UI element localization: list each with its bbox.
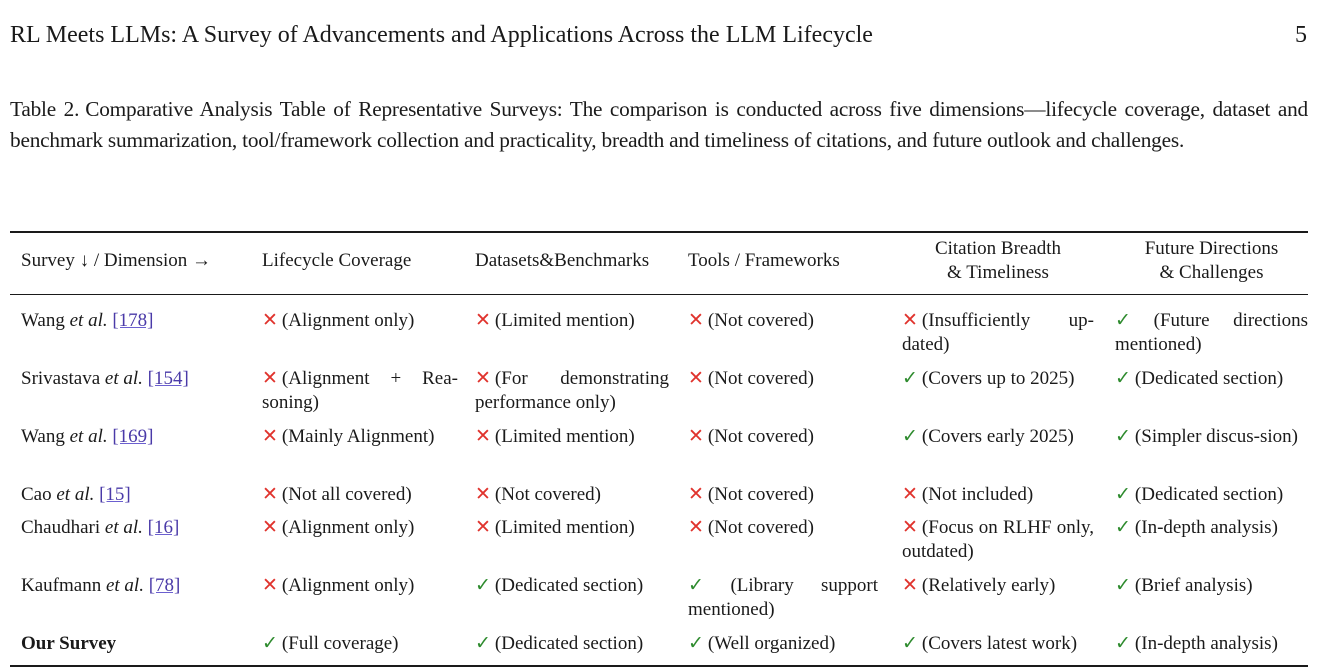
cross-icon: ✕ — [262, 575, 278, 596]
datasets-cell — [475, 574, 669, 598]
cell-text: (Not covered) — [707, 368, 814, 389]
cell-text: (Not covered) — [707, 484, 814, 505]
check-icon: ✓ — [1115, 426, 1131, 447]
check-icon: ✓ — [1115, 484, 1131, 505]
check-icon: ✓ — [688, 575, 727, 596]
table-top-rule — [10, 231, 1308, 233]
cross-icon: ✕ — [262, 368, 278, 389]
citation-link[interactable]: [169] — [112, 426, 154, 447]
cross-icon: ✕ — [262, 484, 278, 505]
cell-text: (Insufficiently up-dated) — [902, 310, 1094, 355]
datasets-cell — [475, 516, 669, 540]
citation-cell — [902, 632, 1094, 656]
survey-name-cell — [21, 574, 256, 598]
cell-text: (Not covered) — [707, 517, 814, 538]
check-icon: ✓ — [902, 633, 918, 654]
cell-text: (For demonstrating performance only) — [475, 368, 669, 413]
cell-text: (Future directions mentioned) — [1115, 310, 1308, 355]
future-cell — [1115, 367, 1308, 391]
table-caption — [10, 94, 1308, 156]
column-header-datasets: Datasets&Benchmarks — [475, 250, 650, 271]
survey-etal: et al. — [104, 517, 143, 538]
cell-text: (Limited mention) — [494, 517, 635, 538]
check-icon: ✓ — [262, 633, 278, 654]
cross-icon: ✕ — [475, 426, 491, 447]
cross-icon: ✕ — [688, 484, 704, 505]
cell-text: (Alignment + Rea-soning) — [262, 368, 458, 413]
cell-text: (Limited mention) — [494, 310, 635, 331]
cell-text: (Relatively early) — [921, 575, 1056, 596]
citation-link[interactable]: [16] — [147, 517, 180, 538]
cell-text: (Brief analysis) — [1134, 575, 1253, 596]
cross-icon: ✕ — [688, 426, 704, 447]
page-number: 5 — [1295, 22, 1307, 48]
tools-cell — [688, 425, 878, 449]
future-cell — [1115, 425, 1308, 449]
datasets-cell — [475, 425, 669, 449]
cell-text: (Not included) — [921, 484, 1034, 505]
caption-text: Comparative Analysis Table of Representative Surveys: The comparison is conducted across five dimensions—lifecycle coverage, dataset and benchmark summarization, tool/framework collection and practicality, breadth and timeliness of citations, and future outlook and challenges. — [10, 97, 1308, 152]
lifecycle-cell — [262, 425, 458, 449]
cell-text: (Dedicated section) — [494, 575, 644, 596]
citation-link[interactable]: [154] — [147, 368, 189, 389]
tools-cell — [688, 574, 878, 622]
citation-cell — [902, 367, 1094, 391]
survey-etal: et al. — [104, 368, 143, 389]
lifecycle-cell — [262, 632, 458, 656]
citation-cell — [902, 425, 1094, 449]
citation-cell — [902, 483, 1094, 507]
cross-icon: ✕ — [902, 517, 918, 538]
column-header-survey: Survey ↓ / Dimension → — [21, 250, 211, 271]
cell-text: (Well organized) — [707, 633, 836, 654]
survey-etal: et al. — [56, 484, 95, 505]
column-header-future-line2: & Challenges — [1159, 262, 1264, 283]
cross-icon: ✕ — [475, 484, 491, 505]
check-icon: ✓ — [688, 633, 704, 654]
survey-author: Wang — [21, 426, 65, 447]
tools-cell — [688, 632, 878, 656]
datasets-cell — [475, 309, 669, 333]
citation-cell — [902, 574, 1094, 598]
check-icon: ✓ — [475, 575, 491, 596]
column-header-citation — [902, 237, 1094, 285]
column-header-citation-line1: Citation Breadth — [934, 238, 1062, 259]
cell-text: (Mainly Alignment) — [281, 426, 435, 447]
future-cell — [1115, 632, 1308, 656]
cell-text: (Not covered) — [707, 426, 814, 447]
cell-text: (Limited mention) — [494, 426, 635, 447]
cell-text: (Covers early 2025) — [921, 426, 1074, 447]
cross-icon: ✕ — [688, 517, 704, 538]
column-header-citation-line2: & Timeliness — [947, 262, 1049, 283]
check-icon: ✓ — [1115, 633, 1131, 654]
check-icon: ✓ — [1115, 517, 1131, 538]
datasets-cell — [475, 483, 669, 507]
future-cell — [1115, 574, 1308, 598]
tools-cell — [688, 516, 878, 540]
survey-name-cell — [21, 309, 256, 333]
cross-icon: ✕ — [475, 310, 491, 331]
column-header-future-line1: Future Directions — [1144, 238, 1279, 259]
survey-name-cell — [21, 483, 256, 507]
tools-cell — [688, 483, 878, 507]
cross-icon: ✕ — [902, 310, 918, 331]
survey-name-cell — [21, 632, 256, 656]
cross-icon: ✕ — [902, 575, 918, 596]
cell-text: (Covers up to 2025) — [921, 368, 1075, 389]
citation-cell — [902, 516, 1094, 564]
lifecycle-cell — [262, 309, 458, 333]
column-header-lifecycle: Lifecycle Coverage — [262, 250, 412, 271]
cell-text: (Alignment only) — [281, 310, 415, 331]
cell-text: (Alignment only) — [281, 575, 415, 596]
survey-name-cell — [21, 516, 256, 540]
survey-author: Wang — [21, 310, 65, 331]
cross-icon: ✕ — [688, 310, 704, 331]
cell-text: (Dedicated section) — [1134, 368, 1284, 389]
cell-text: (In-depth analysis) — [1134, 633, 1278, 654]
comparison-table — [10, 231, 1308, 668]
cell-text: (Focus on RLHF only, outdated) — [902, 517, 1094, 562]
survey-name-cell — [21, 425, 256, 449]
table-header-rule — [10, 294, 1308, 295]
lifecycle-cell — [262, 367, 458, 415]
cross-icon: ✕ — [475, 517, 491, 538]
cell-text: (Library support mentioned) — [688, 575, 878, 620]
survey-author: Kaufmann — [21, 575, 102, 596]
cell-text: (Not covered) — [494, 484, 601, 505]
survey-name-cell — [21, 367, 256, 391]
cross-icon: ✕ — [262, 310, 278, 331]
survey-author: Cao — [21, 484, 52, 505]
cell-text: (Not all covered) — [281, 484, 412, 505]
citation-cell — [902, 309, 1094, 357]
future-cell — [1115, 309, 1308, 357]
cell-text: (Covers latest work) — [921, 633, 1078, 654]
cross-icon: ✕ — [262, 517, 278, 538]
running-title: RL Meets LLMs: A Survey of Advancements and Applications Across the LLM Lifecycle — [10, 22, 873, 48]
check-icon: ✓ — [1115, 575, 1131, 596]
cell-text: (In-depth analysis) — [1134, 517, 1278, 538]
cross-icon: ✕ — [475, 368, 491, 389]
running-header — [10, 19, 1307, 51]
table-bottom-rule — [10, 665, 1308, 667]
survey-etal: et al. — [69, 310, 108, 331]
survey-author: Chaudhari — [21, 517, 101, 538]
check-icon: ✓ — [1115, 310, 1150, 331]
column-header-tools: Tools / Frameworks — [688, 250, 840, 271]
lifecycle-cell — [262, 483, 458, 507]
future-cell — [1115, 483, 1308, 507]
check-icon: ✓ — [475, 633, 491, 654]
check-icon: ✓ — [902, 368, 918, 389]
column-header-future — [1115, 237, 1308, 285]
tools-cell — [688, 367, 878, 391]
survey-etal: et al. — [69, 426, 108, 447]
datasets-cell — [475, 632, 669, 656]
datasets-cell — [475, 367, 669, 415]
check-icon: ✓ — [902, 426, 918, 447]
check-icon: ✓ — [1115, 368, 1131, 389]
cell-text: (Simpler discus-sion) — [1134, 426, 1298, 447]
lifecycle-cell — [262, 516, 458, 540]
lifecycle-cell — [262, 574, 458, 598]
survey-author: Srivastava — [21, 368, 101, 389]
cell-text: (Full coverage) — [281, 633, 399, 654]
citation-link[interactable]: [15] — [99, 484, 131, 505]
cell-text: (Dedicated section) — [1134, 484, 1284, 505]
cell-text: (Not covered) — [707, 310, 814, 331]
cell-text: (Alignment only) — [281, 517, 415, 538]
caption-label: Table 2. — [10, 97, 80, 121]
future-cell — [1115, 516, 1308, 540]
citation-link[interactable]: [78] — [148, 575, 181, 596]
survey-etal: et al. — [105, 575, 144, 596]
cross-icon: ✕ — [902, 484, 918, 505]
citation-link[interactable]: [178] — [112, 310, 154, 331]
tools-cell — [688, 309, 878, 333]
cross-icon: ✕ — [262, 426, 278, 447]
cross-icon: ✕ — [688, 368, 704, 389]
cell-text: (Dedicated section) — [494, 633, 644, 654]
survey-author: Our Survey — [21, 633, 117, 654]
